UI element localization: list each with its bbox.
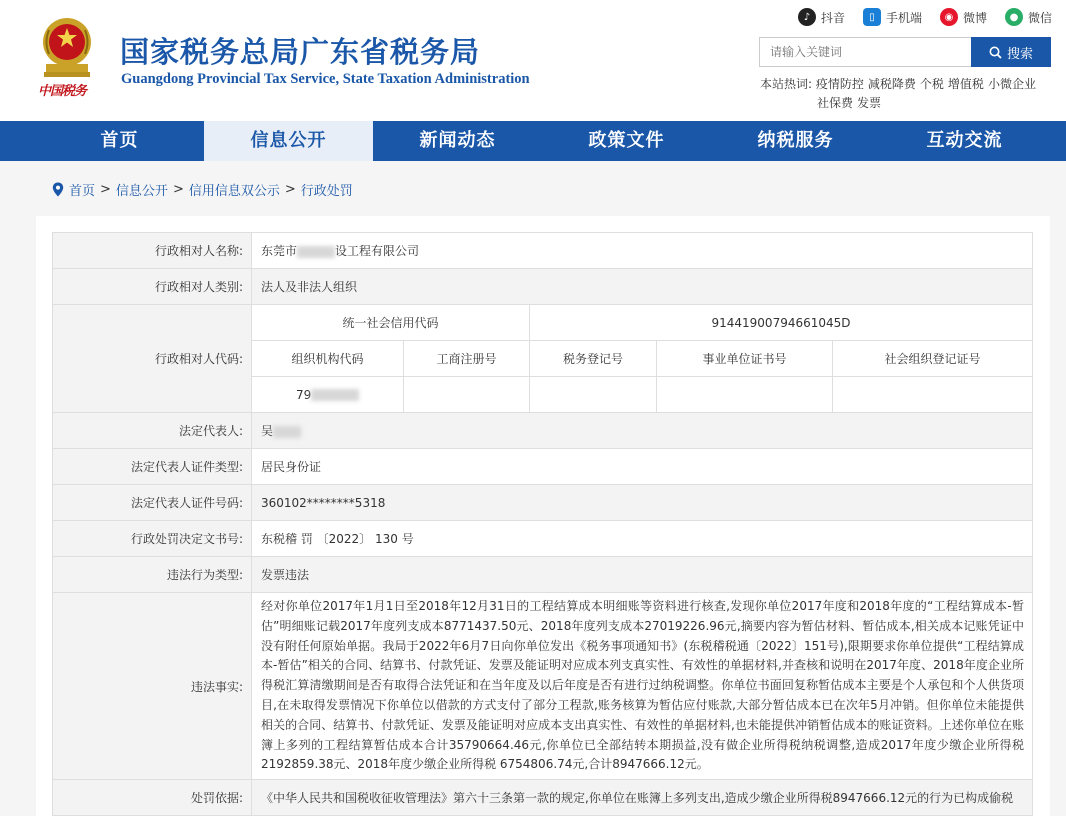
breadcrumb-info[interactable]: 信息公开 [115, 184, 168, 199]
breadcrumb-separator: > [284, 182, 296, 197]
tax-emblem-icon [38, 14, 96, 84]
table-row [53, 413, 1033, 449]
field-label: 行政相对人类别: [53, 269, 252, 305]
breadcrumb-separator: > [100, 182, 111, 197]
violation-facts: 经对你单位2017年1月1日至2018年12月31日的工程结算成本明细账等资料进行核查,发现你单位2017年度和2018年度的“工程结算成本-暂估”明细账记载2017年度列支成本8771437.50元、2018年度列支成本27019226.96元,摘要内容为暂估材料、暂估成本,相关成本记账凭证中没有附任何原始单据。我局于2022年6月7日向你单位发出《税务事项通知书》(东税稽税通〔2022〕151号),限期要求你单位提供“工程结算成本-暂估”相关的合同、结算书、付款凭证、发票及能证明对应成本列支真实性、有效性的单据材料,并查核和说明在2017年度、2018年度企业所得税汇算清缴期间是否有取得合法凭证和在当年度及以后年度是否有进行过纳税调整。你单位书面回复称暂估成本主要是个人承包和个人供货项目,在未取得发票情况下你单位以借款的方式支付了部分工程款,账务核算为暂估应付账款,大部分暂估成本已在次年5月冲销。但你单位未能提供相关的合同、结算书、付款凭证、发票及能证明对应成本支出真实性、有效性的单据材料,也未能提供冲销暂估成本的账证资料。上述你单位在账簿上多列的工程结算暂估成本合计35790664.46元,你单位已全部结转本期损益,没有做企业所得税纳税调整,造成2017年度少缴企业所得税2192859.38元、2018年度少缴企业所得税 6754806.74元,合计8947666.12元。 [252, 593, 1033, 780]
social-org-value [833, 377, 1033, 413]
breadcrumb-home[interactable]: 首页 [69, 184, 96, 199]
field-label: 法定代表人: [53, 413, 252, 449]
table-row [53, 269, 1033, 305]
field-label: 法定代表人证件类型: [53, 449, 252, 485]
site-header [0, 0, 1066, 121]
id-number: 360102********5318 [252, 485, 1033, 521]
redacted-mask [273, 426, 301, 438]
search-input[interactable] [759, 37, 971, 67]
entity-name [252, 233, 1033, 269]
nav-home[interactable]: 首页 [100, 130, 139, 151]
legal-representative [252, 413, 1033, 449]
site-title[interactable]: 国家税务总局广东省税务局 [120, 35, 481, 69]
motto-logo: 中国税务 [38, 84, 87, 99]
hot-word[interactable]: 减税降费 [867, 77, 916, 91]
site-title-english: Guangdong Provincial Tax Service, State Taxation Administration [121, 71, 530, 87]
social-weibo[interactable] [940, 8, 987, 26]
table-row [53, 521, 1033, 557]
field-label: 行政相对人代码: [53, 305, 252, 413]
hot-word[interactable]: 个税 [919, 77, 944, 91]
uscc-header: 统一社会信用代码 [252, 305, 530, 341]
nav-interaction[interactable]: 互动交流 [926, 130, 1003, 151]
social-label: 微信 [1027, 10, 1052, 25]
social-label: 微博 [962, 10, 987, 25]
social-douyin[interactable] [798, 8, 845, 26]
hot-word[interactable]: 增值税 [947, 77, 984, 91]
entity-name-prefix: 东莞市 [261, 244, 298, 258]
table-row [53, 780, 1033, 816]
location-pin-icon [52, 182, 64, 197]
field-label: 行政处罚决定文书号: [53, 521, 252, 557]
entity-category: 法人及非法人组织 [252, 269, 1033, 305]
institution-cert-value [657, 377, 833, 413]
hot-word[interactable]: 社保费 [817, 96, 854, 110]
field-label: 处罚依据: [53, 780, 252, 816]
tax-reg-value [530, 377, 657, 413]
penalty-record-table [52, 232, 1033, 816]
field-label: 违法事实: [53, 593, 252, 780]
wechat-icon: ● [1005, 8, 1023, 26]
breadcrumb [52, 180, 353, 199]
code-header: 税务登记号 [530, 341, 657, 377]
uscc-value: 91441900794661045D [530, 305, 1033, 341]
table-row [53, 557, 1033, 593]
redacted-mask [297, 246, 335, 258]
field-label: 行政相对人名称: [53, 233, 252, 269]
table-row [53, 449, 1033, 485]
social-wechat[interactable] [1005, 8, 1052, 26]
table-row [53, 593, 1033, 780]
search-icon [989, 46, 1002, 59]
weibo-icon: ◉ [940, 8, 958, 26]
entity-name-suffix: 设工程有限公司 [335, 244, 420, 258]
main-nav [0, 121, 1066, 161]
nav-tax-service[interactable]: 纳税服务 [757, 130, 834, 151]
social-mobile[interactable] [863, 8, 922, 26]
social-links [798, 8, 1052, 26]
social-label: 手机端 [885, 10, 922, 25]
breadcrumb-credit[interactable]: 信用信息双公示 [188, 184, 280, 199]
nav-info-disclosure[interactable]: 信息公开 [204, 121, 373, 161]
legal-rep-surname: 吴 [261, 424, 274, 438]
table-row [53, 305, 1033, 341]
decision-number: 东税稽 罚 〔2022〕 130 号 [252, 521, 1033, 557]
breadcrumb-separator: > [172, 182, 184, 197]
field-label: 违法行为类型: [53, 557, 252, 593]
hot-word[interactable]: 疫情防控 [815, 77, 864, 91]
code-header: 组织机构代码 [252, 341, 404, 377]
code-header: 社会组织登记证号 [833, 341, 1033, 377]
code-header: 工商注册号 [404, 341, 530, 377]
nav-policy[interactable]: 政策文件 [588, 130, 665, 151]
search-bar [759, 37, 1051, 67]
content-panel [36, 216, 1050, 816]
id-type: 居民身份证 [252, 449, 1033, 485]
hot-words [760, 75, 1050, 113]
org-code-value [252, 377, 404, 413]
business-reg-value [404, 377, 530, 413]
search-button-label: 搜索 [1006, 46, 1033, 62]
table-row [53, 485, 1033, 521]
code-header: 事业单位证书号 [657, 341, 833, 377]
field-label: 法定代表人证件号码: [53, 485, 252, 521]
breadcrumb-current[interactable]: 行政处罚 [300, 184, 353, 199]
nav-news[interactable]: 新闻动态 [419, 130, 496, 151]
search-button[interactable] [971, 37, 1051, 67]
table-row [53, 233, 1033, 269]
org-code-prefix: 79 [296, 387, 312, 402]
hot-word[interactable]: 小微企业 [987, 77, 1036, 91]
hot-word[interactable]: 发票 [857, 96, 882, 110]
redacted-mask [311, 389, 359, 401]
penalty-basis: 《中华人民共和国税收征收管理法》第六十三条第一款的规定,你单位在账簿上多列支出,造成少缴企业所得税8947666.12元的行为已构成偷税 [252, 780, 1033, 816]
douyin-icon: ♪ [798, 8, 816, 26]
social-label: 抖音 [820, 10, 845, 25]
mobile-icon: ▯ [863, 8, 881, 26]
hot-words-label: 本站热词: [760, 77, 813, 91]
violation-type: 发票违法 [252, 557, 1033, 593]
